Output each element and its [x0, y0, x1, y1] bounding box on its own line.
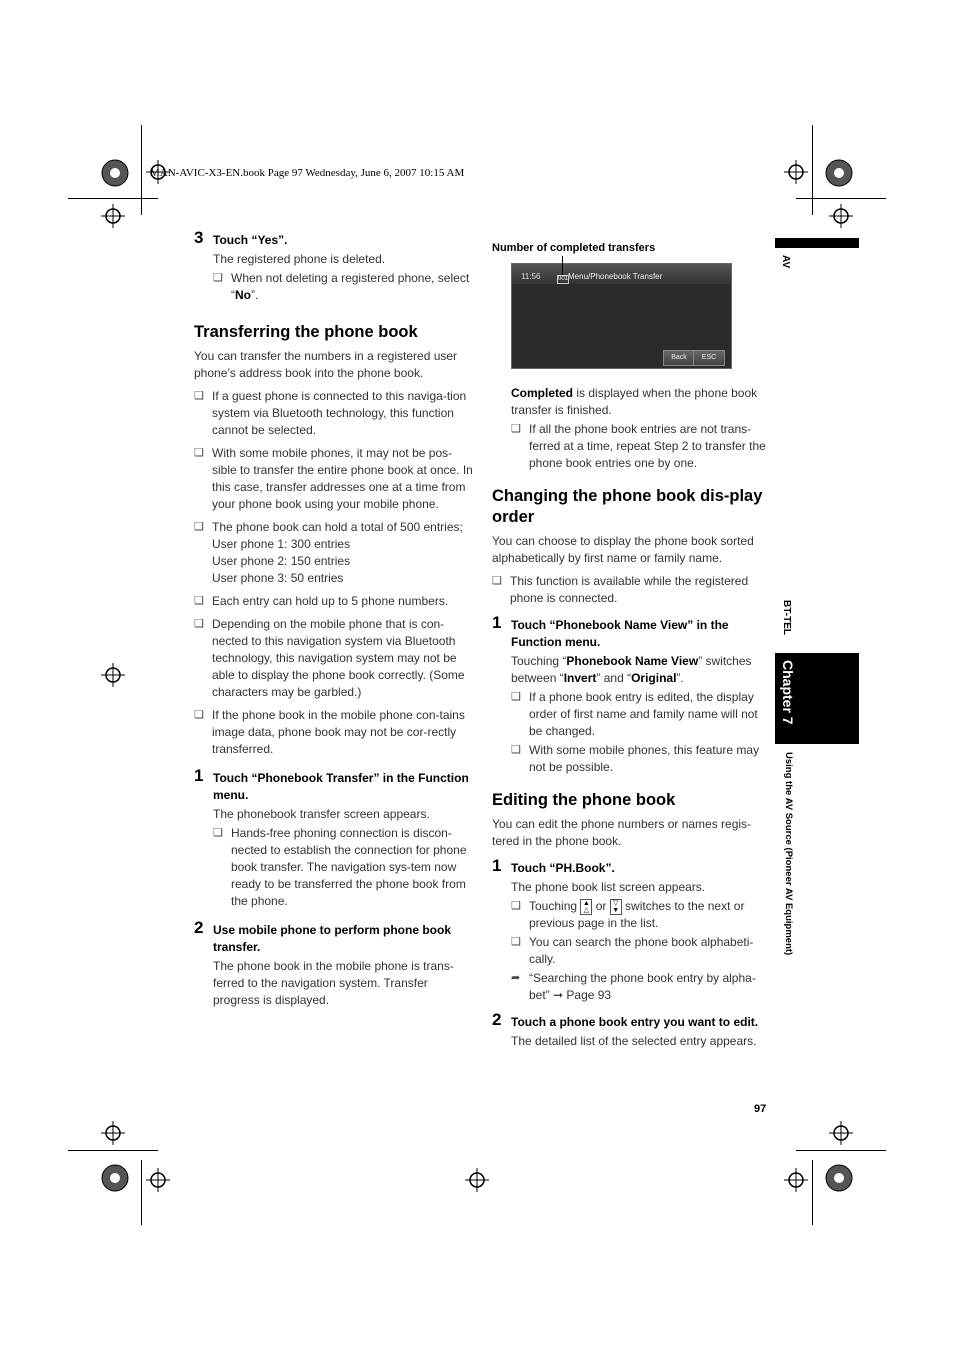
checkbox-icon: ❑ [511, 936, 521, 948]
section-heading: Changing the phone book dis-play order [492, 487, 763, 526]
step-title: Use mobile phone to perform phone book transfer. [213, 923, 452, 954]
step-number: 1 [194, 766, 204, 785]
note: ❑ If a guest phone is connected to this naviga-tion system via Bluetooth technology, this function cannot be selected. [194, 389, 467, 437]
crop-mark [812, 125, 813, 215]
section-heading: Transferring the phone book [194, 323, 418, 341]
note: ❑ When not deleting a registered phone, select “No”. [213, 271, 470, 302]
note: ❑ With some mobile phones, this feature may not be possible. [511, 743, 760, 774]
crop-mark [796, 198, 886, 199]
checkbox-icon: ❑ [511, 423, 521, 435]
checkbox-icon: ❑ [194, 709, 204, 721]
step-1 [492, 613, 770, 651]
step-number: 1 [492, 613, 502, 632]
step-title: Touch “PH.Book”. [511, 861, 615, 875]
crosshair-icon [146, 1168, 170, 1192]
step-body: The phone book list screen appears. [511, 880, 706, 894]
step-2 [194, 918, 474, 956]
chapter-label: Chapter 7 [780, 660, 796, 725]
right-column [492, 240, 770, 1056]
crop-mark [812, 1160, 813, 1225]
step-number: 2 [194, 918, 204, 937]
entry-line: User phone 2: 150 entries [212, 554, 351, 568]
step-title: Touch a phone book entry you want to edit. [511, 1015, 759, 1029]
phonebook-transfer-screen [511, 263, 732, 369]
step-title: Touch “Yes”. [213, 233, 288, 247]
step-title: Touch “Phonebook Name View” in the Function menu. [511, 618, 729, 649]
crosshair-icon [784, 1168, 808, 1192]
section-heading: Editing the phone book [492, 791, 676, 809]
sidebar-bar [775, 238, 859, 248]
note: ❑ Depending on the mobile phone that is con-nected to this navigation system via Bluetooth technology, this navigation system may not be able to display the phone book correctly. (Some characters may be garbled.) [194, 617, 465, 699]
crosshair-icon [101, 663, 125, 687]
page-down-icon: ▽ ▼ [610, 899, 622, 915]
entry-line: User phone 3: 50 entries [212, 571, 344, 585]
esc-button[interactable]: ESC [693, 350, 725, 366]
checkbox-icon: ❑ [511, 900, 521, 912]
left-column [194, 228, 474, 1015]
step-body: The detailed list of the selected entry appears. [511, 1034, 757, 1048]
intro-text: You can transfer the numbers in a registered user phone’s address book into the phone book. [194, 349, 458, 380]
step-1 [492, 856, 770, 877]
sidebar-av-label: AV [780, 255, 791, 269]
back-button[interactable]: Back [663, 350, 695, 366]
step-body: The phonebook transfer screen appears. [213, 807, 430, 821]
page-number: 97 [754, 1103, 767, 1115]
intro-text: You can choose to display the phone book sorted alphabetically by first name or family name. [492, 534, 754, 565]
step-body: The registered phone is deleted. [213, 252, 386, 266]
checkbox-icon: ❑ [213, 827, 223, 839]
crosshair-icon [101, 1121, 125, 1145]
note: ❑ If a phone book entry is edited, the display order of first name and family name will not be changed. [511, 690, 758, 738]
crop-mark [68, 1150, 158, 1151]
transfer-counter: 001 [558, 276, 569, 282]
crosshair-icon [465, 1168, 489, 1192]
completed-text: Completed is displayed when the phone book transfer is finished. [511, 386, 758, 417]
crosshair-icon [101, 204, 125, 228]
intro-text: You can edit the phone numbers or names regis-tered in the phone book. [492, 817, 752, 848]
registration-wheel-icon [824, 1163, 854, 1193]
step-body: The phone book in the mobile phone is trans-ferred to the navigation system. Transfer progress is displayed. [213, 959, 454, 1007]
crop-mark [141, 1160, 142, 1225]
registration-wheel-icon [824, 158, 854, 188]
note: ❑ You can search the phone book alphabeti-cally. [511, 935, 754, 966]
step-number: 3 [194, 228, 204, 247]
note: ❑ The phone book can hold a total of 500 entries; User phone 1: 300 entries User phone 2: 150 entries User phone 3: 50 entries [194, 520, 463, 585]
registration-wheel-icon [100, 1163, 130, 1193]
checkbox-icon: ❑ [213, 272, 223, 284]
checkbox-icon: ❑ [194, 447, 204, 459]
reference-arrow-icon: ➦ [511, 972, 521, 984]
checkbox-icon: ❑ [194, 618, 204, 630]
screen-clock: 11:56 [521, 272, 541, 281]
note: ❑ This function is available while the registered phone is connected. [492, 574, 749, 605]
step-body: Touching “Phonebook Name View” switches between “Invert” and “Original”. [511, 654, 752, 685]
crop-mark [68, 198, 158, 199]
crosshair-icon [829, 1121, 853, 1145]
note: ❑ With some mobile phones, it may not be pos-sible to transfer the entire phone book at once. In this case, transfer addresses one at a time from your phone book using your mobile phone. [194, 446, 473, 511]
checkbox-icon: ❑ [492, 575, 502, 587]
checkbox-icon: ❑ [194, 595, 204, 607]
callout-line [562, 256, 563, 276]
note: ❑ Each entry can hold up to 5 phone numbers. [194, 594, 449, 608]
sidebar-section-label: Using the AV Source (Pioneer AV Equipment) [783, 752, 794, 956]
step-number: 2 [492, 1010, 502, 1029]
file-header: MAN-AVIC-X3-EN.book Page 97 Wednesday, June 6, 2007 10:15 AM [150, 167, 465, 179]
note: ❑ If the phone book in the mobile phone con-tains image data, phone book may not be cor-rectly transferred. [194, 708, 465, 756]
step-number: 1 [492, 856, 502, 875]
step-1 [194, 766, 474, 804]
registration-wheel-icon [100, 158, 130, 188]
step-title: Touch “Phonebook Transfer” in the Function menu. [213, 771, 469, 802]
checkbox-icon: ❑ [194, 390, 204, 402]
crosshair-icon [829, 204, 853, 228]
checkbox-icon: ❑ [194, 521, 204, 533]
page-up-icon: ▲ △ [580, 899, 592, 915]
step-2 [492, 1010, 770, 1031]
note: ❑ If all the phone book entries are not trans-ferred at a time, repeat Step 2 to transfer the phone book entries one by one. [511, 422, 766, 470]
note: ❑ Touching ▲ △ or ▽ ▼ switches to the next or previous page in the list. [511, 899, 745, 930]
crosshair-icon [784, 160, 808, 184]
entry-line: User phone 1: 300 entries [212, 537, 351, 551]
screen-title: Menu/Phonebook Transfer [568, 272, 663, 281]
reference: ➦ “Searching the phone book entry by alpha-bet” ➞ Page 93 [511, 971, 756, 1002]
step-3 [194, 228, 474, 249]
note: ❑ Hands-free phoning connection is discon-nected to establish the connection for phone book transfer. The navigation sys-tem now ready to be transferred the phone book from the phone. [213, 826, 467, 908]
screen-caption: Number of completed transfers [492, 242, 656, 254]
crop-mark [796, 1150, 886, 1151]
checkbox-icon: ❑ [511, 691, 521, 703]
checkbox-icon: ❑ [511, 744, 521, 756]
sidebar-bttel-label: BT-TEL [781, 600, 792, 635]
crop-mark [141, 125, 142, 215]
